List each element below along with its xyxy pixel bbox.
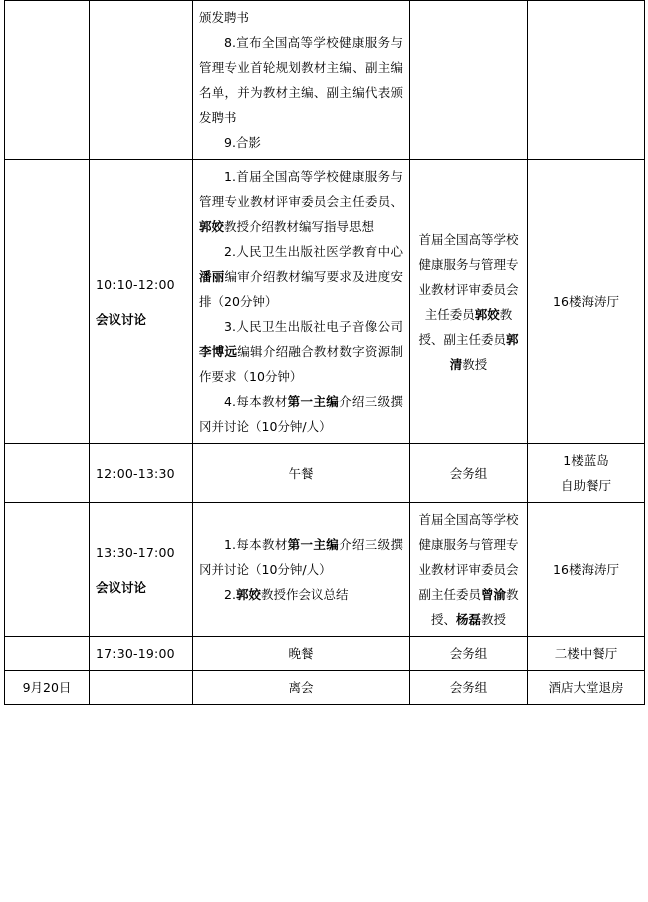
schedule-table-body <box>5 1 645 705</box>
cell-topic <box>193 671 410 705</box>
cell-place: 二楼中餐厅 <box>528 637 645 671</box>
time-range: 12:00-13:30 <box>96 465 175 481</box>
cell-date <box>5 1 90 160</box>
cell-time <box>90 444 193 503</box>
cell-date <box>5 503 90 637</box>
cell-time <box>90 503 193 637</box>
cell-time <box>90 160 193 444</box>
time-range: 13:30-17:00 <box>96 544 175 560</box>
cell-responsible: 会务组 <box>410 444 528 503</box>
cell-responsible: 会务组 <box>410 637 528 671</box>
cell-time <box>90 1 193 160</box>
topic-paragraph: 晚餐 <box>288 646 314 661</box>
cell-place: 16楼海涛厅 <box>528 160 645 444</box>
topic-paragraph: 1.首届全国高等学校健康服务与管理专业教材评审委员会主任委员、郭姣教授介绍教材编写指导思想 <box>199 169 403 234</box>
topic-paragraph: 1.每本教材第一主编介绍三级撰冈并讨论（10分钟/人） <box>199 537 403 577</box>
cell-place <box>528 1 645 160</box>
cell-place: 1楼蓝岛 自助餐厅 <box>528 444 645 503</box>
table-row <box>5 444 645 503</box>
schedule-table <box>4 0 645 705</box>
cell-responsible: 首届全国高等学校健康服务与管理专业教材评审委员会主任委员郭姣教授、副主任委员郭清教授 <box>410 160 528 444</box>
cell-date <box>5 444 90 503</box>
cell-responsible <box>410 1 528 160</box>
topic-paragraph: 4.每本教材第一主编介绍三级撰冈并讨论（10分钟/人） <box>199 394 403 434</box>
cell-topic <box>193 444 410 503</box>
cell-date: 9月20日 <box>5 671 90 705</box>
topic-paragraph: 9.合影 <box>224 135 261 150</box>
cell-time <box>90 671 193 705</box>
time-range: 10:10-12:00 <box>96 276 175 292</box>
cell-responsible: 会务组 <box>410 671 528 705</box>
topic-paragraph: 3.人民卫生出版社电子音像公司李博远编辑介绍融合教材数字资源制作要求（10分钟） <box>199 319 403 384</box>
cell-time <box>90 637 193 671</box>
topic-paragraph: 8.宣布全国高等学校健康服务与管理专业首轮规划教材主编、副主编名单，并为教材主编、副主编代表颁发聘书 <box>199 35 403 125</box>
cell-responsible: 首届全国高等学校健康服务与管理专业教材评审委员会副主任委员曾渝教授、杨磊教授 <box>410 503 528 637</box>
time-range: 17:30-19:00 <box>96 646 175 661</box>
cell-date <box>5 637 90 671</box>
table-row <box>5 1 645 160</box>
cell-topic <box>193 637 410 671</box>
cell-place: 16楼海涛厅 <box>528 503 645 637</box>
cell-place: 酒店大堂退房 <box>528 671 645 705</box>
table-row <box>5 503 645 637</box>
topic-paragraph: 2.人民卫生出版社医学教育中心潘丽编审介绍教材编写要求及进度安排（20分钟） <box>199 244 403 309</box>
cell-topic <box>193 160 410 444</box>
cell-date <box>5 160 90 444</box>
topic-paragraph: 午餐 <box>288 465 314 481</box>
table-row <box>5 637 645 671</box>
session-type-label: 会议讨论 <box>96 579 147 595</box>
cell-topic <box>193 503 410 637</box>
table-row <box>5 671 645 705</box>
topic-paragraph: 2.郭姣教授作会议总结 <box>224 587 349 602</box>
cell-topic <box>193 1 410 160</box>
session-type-label: 会议讨论 <box>96 311 147 327</box>
topic-paragraph: 离会 <box>288 680 314 695</box>
topic-paragraph: 颁发聘书 <box>199 10 250 25</box>
table-row <box>5 160 645 444</box>
